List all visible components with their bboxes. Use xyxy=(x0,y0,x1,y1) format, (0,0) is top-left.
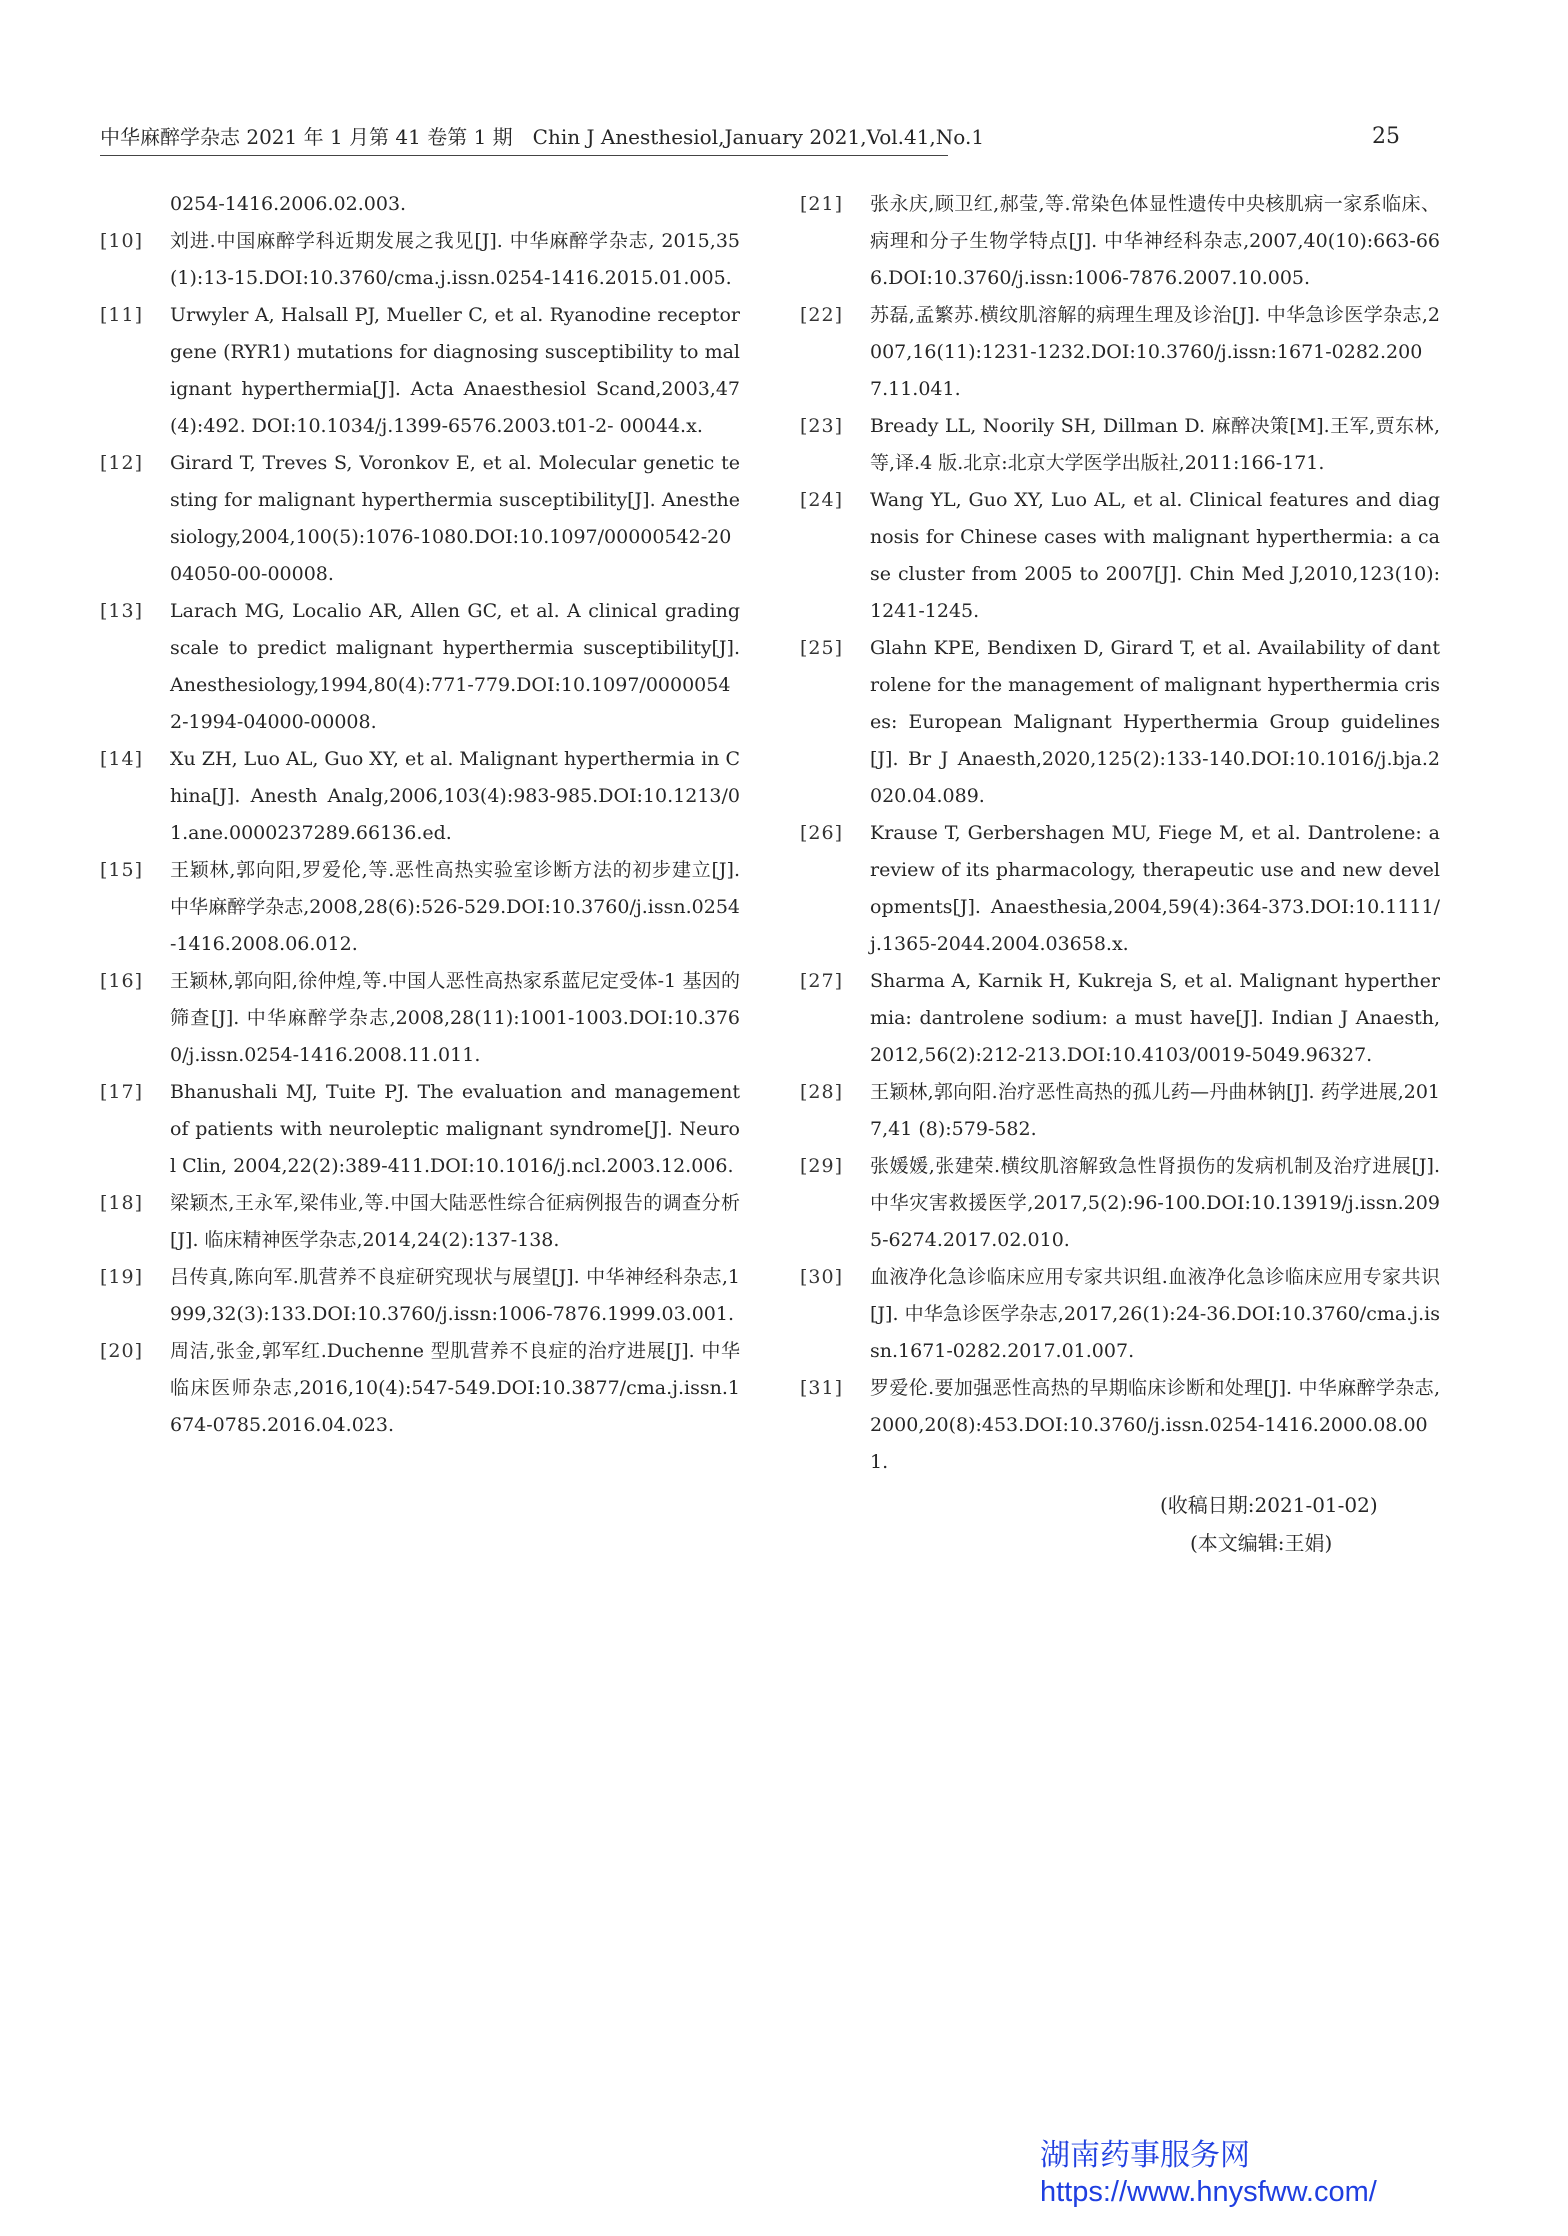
reference-item xyxy=(100,297,740,445)
reference-item xyxy=(100,963,740,1074)
reference-item xyxy=(100,223,740,297)
reference-number: [28] xyxy=(800,1081,844,1103)
reference-item xyxy=(800,1148,1440,1259)
reference-text: Krause T, Gerbershagen MU, Fiege M, et al. Dantrolene: a review of its pharmacology, therapeutic use and new developments[J]. Anaesthesia,2004,59(4):364-373.DOI:10.1111/j.1365-2044.2004.03658.x. xyxy=(870,822,1440,955)
reference-text: Larach MG, Localio AR, Allen GC, et al. A clinical grading scale to predict malignant hyperthermia susceptibility[J]. Anesthesiology,1994,80(4):771-779.DOI:10.1097/00000542-1994-04000-00008. xyxy=(170,600,740,733)
reference-item xyxy=(100,445,740,593)
reference-item xyxy=(100,741,740,852)
reference-text: 吕传真,陈向军.肌营养不良症研究现状与展望[J]. 中华神经科杂志,1999,32(3):133.DOI:10.3760/j.issn:1006-7876.1999.03.001. xyxy=(170,1266,740,1325)
reference-text: Glahn KPE, Bendixen D, Girard T, et al. Availability of dantrolene for the management of malignant hyperthermia crises: European Malignant Hyperthermia Group guidelines[J]. Br J Anaesth,2020,125(2):133-140.DOI:10.1016/j.bja.2020.04.089. xyxy=(870,637,1440,807)
reference-item xyxy=(800,297,1440,408)
reference-text: 刘进.中国麻醉学科近期发展之我见[J]. 中华麻醉学杂志, 2015,35(1):13-15.DOI:10.3760/cma.j.issn.0254-1416.2015.01.005. xyxy=(170,230,740,289)
reference-item xyxy=(800,1259,1440,1370)
reference-text: 苏磊,孟繁苏.横纹肌溶解的病理生理及诊治[J]. 中华急诊医学杂志,2007,16(11):1231-1232.DOI:10.3760/j.issn:1671-0282.2007.11.041. xyxy=(870,304,1440,400)
reference-item xyxy=(100,1259,740,1333)
reference-number: [15] xyxy=(100,859,144,881)
reference-number: [20] xyxy=(100,1340,144,1362)
reference-text: Bready LL, Noorily SH, Dillman D. 麻醉决策[M].王军,贾东林,等,译.4 版.北京:北京大学医学出版社,2011:166-171. xyxy=(870,415,1440,474)
reference-item xyxy=(800,186,1440,297)
watermark-site-name: 湖南药事服务网 xyxy=(1040,2139,1250,2172)
reference-number: [24] xyxy=(800,489,844,511)
reference-text: Girard T, Treves S, Voronkov E, et al. Molecular genetic testing for malignant hyperthermia susceptibility[J]. Anesthesiology,2004,100(5):1076-1080.DOI:10.1097/00000542-2004050-00-00008. xyxy=(170,452,740,585)
reference-number: [11] xyxy=(100,304,144,326)
reference-text: Urwyler A, Halsall PJ, Mueller C, et al. Ryanodine receptor gene (RYR1) mutations for diagnosing susceptibility to malignant hyperthermia[J]. Acta Anaesthesiol Scand,2003,47(4):492. DOI:10.1034/j.1399-6576.2003.t01-2- 00044.x. xyxy=(170,304,740,437)
reference-number: [26] xyxy=(800,822,844,844)
reference-text: Sharma A, Karnik H, Kukreja S, et al. Malignant hyperthermia: dantrolene sodium: a must have[J]. Indian J Anaesth, 2012,56(2):212-213.DOI:10.4103/0019-5049.96327. xyxy=(870,970,1440,1066)
reference-item xyxy=(100,593,740,741)
reference-item xyxy=(100,852,740,963)
reference-number: [25] xyxy=(800,637,844,659)
reference-item xyxy=(800,1074,1440,1148)
reference-item xyxy=(800,963,1440,1074)
reference-text: Xu ZH, Luo AL, Guo XY, et al. Malignant hyperthermia in China[J]. Anesth Analg,2006,103(4):983-985.DOI:10.1213/01.ane.0000237289.66136.ed. xyxy=(170,748,740,844)
reference-list-right xyxy=(800,186,1440,1481)
reference-item xyxy=(100,1074,740,1185)
reference-number: [18] xyxy=(100,1192,144,1214)
reference-number: [14] xyxy=(100,748,144,770)
reference-number: [16] xyxy=(100,970,144,992)
reference-number: [30] xyxy=(800,1266,844,1288)
reference-number: [31] xyxy=(800,1377,844,1399)
reference-number: [19] xyxy=(100,1266,144,1288)
reference-number: [29] xyxy=(800,1155,844,1177)
reference-item xyxy=(100,1333,740,1444)
reference-text: 周洁,张金,郭军红.Duchenne 型肌营养不良症的治疗进展[J]. 中华临床医师杂志,2016,10(4):547-549.DOI:10.3877/cma.j.issn.1674-0785.2016.04.023. xyxy=(170,1340,740,1436)
reference-continuation: 0254-1416.2006.02.003. xyxy=(170,193,407,215)
reference-text: 罗爱伦.要加强恶性高热的早期临床诊断和处理[J]. 中华麻醉学杂志,2000,20(8):453.DOI:10.3760/j.issn.0254-1416.2000.08.001. xyxy=(870,1377,1440,1473)
reference-item xyxy=(800,408,1440,482)
reference-text: Wang YL, Guo XY, Luo AL, et al. Clinical features and diagnosis for Chinese cases with malignant hyperthermia: a case cluster from 2005 to 2007[J]. Chin Med J,2010,123(10):1241-1245. xyxy=(870,489,1440,622)
watermark-url[interactable]: https://www.hnysfww.com/ xyxy=(1040,2176,1377,2208)
running-header xyxy=(100,120,1400,154)
reference-text: 张媛媛,张建荣.横纹肌溶解致急性肾损伤的发病机制及治疗进展[J]. 中华灾害救援医学,2017,5(2):96-100.DOI:10.13919/j.issn.2095-6274.2017.02.010. xyxy=(870,1155,1440,1251)
reference-text: 血液净化急诊临床应用专家共识组.血液净化急诊临床应用专家共识[J]. 中华急诊医学杂志,2017,26(1):24-36.DOI:10.3760/cma.j.issn.1671-0282.2017.01.007. xyxy=(870,1266,1440,1362)
reference-item xyxy=(100,1185,740,1259)
editor-note: (本文编辑:王娟) xyxy=(1190,1531,1333,1555)
header-rule xyxy=(100,155,948,156)
reference-number: [13] xyxy=(100,600,144,622)
reference-number: [17] xyxy=(100,1081,144,1103)
reference-number: [12] xyxy=(100,452,144,474)
reference-text: 梁颖杰,王永军,梁伟业,等.中国大陆恶性综合征病例报告的调查分析[J]. 临床精神医学杂志,2014,24(2):137-138. xyxy=(170,1192,740,1251)
reference-number: [22] xyxy=(800,304,844,326)
reference-text: 王颖林,郭向阳,徐仲煌,等.中国人恶性高热家系蓝尼定受体-1 基因的筛查[J]. 中华麻醉学杂志,2008,28(11):1001-1003.DOI:10.3760/j.issn.0254-1416.2008.11.011. xyxy=(170,970,740,1066)
reference-number: [27] xyxy=(800,970,844,992)
reference-number: [23] xyxy=(800,415,844,437)
reference-list-left xyxy=(100,223,740,1444)
reference-item xyxy=(800,1370,1440,1481)
reference-column-right xyxy=(800,186,1440,1481)
reference-column-left xyxy=(100,186,740,1444)
reference-number: [21] xyxy=(800,193,844,215)
journal-citation-header: 中华麻醉学杂志 2021 年 1 月第 41 卷第 1 期 Chin J Anesthesiol,January 2021,Vol.41,No.1 xyxy=(100,125,985,149)
reference-text: 王颖林,郭向阳.治疗恶性高热的孤儿药—丹曲林钠[J]. 药学进展,2017,41 (8):579-582. xyxy=(870,1081,1440,1140)
reference-text: Bhanushali MJ, Tuite PJ. The evaluation and management of patients with neuroleptic malignant syndrome[J]. Neurol Clin, 2004,22(2):389-411.DOI:10.1016/j.ncl.2003.12.006. xyxy=(170,1081,740,1177)
reference-item xyxy=(800,630,1440,815)
reference-text: 张永庆,顾卫红,郝莹,等.常染色体显性遗传中央核肌病一家系临床、病理和分子生物学特点[J]. 中华神经科杂志,2007,40(10):663-666.DOI:10.3760/j.issn:1006-7876.2007.10.005. xyxy=(870,193,1440,289)
reference-text: 王颖林,郭向阳,罗爱伦,等.恶性高热实验室诊断方法的初步建立[J]. 中华麻醉学杂志,2008,28(6):526-529.DOI:10.3760/j.issn.0254-1416.2008.06.012. xyxy=(170,859,740,955)
reference-number: [10] xyxy=(100,230,144,252)
page-number: 25 xyxy=(1372,124,1400,149)
reference-item xyxy=(800,482,1440,630)
received-date: (收稿日期:2021-01-02) xyxy=(1160,1493,1378,1517)
reference-item xyxy=(800,815,1440,963)
site-watermark xyxy=(1040,2138,1460,2210)
